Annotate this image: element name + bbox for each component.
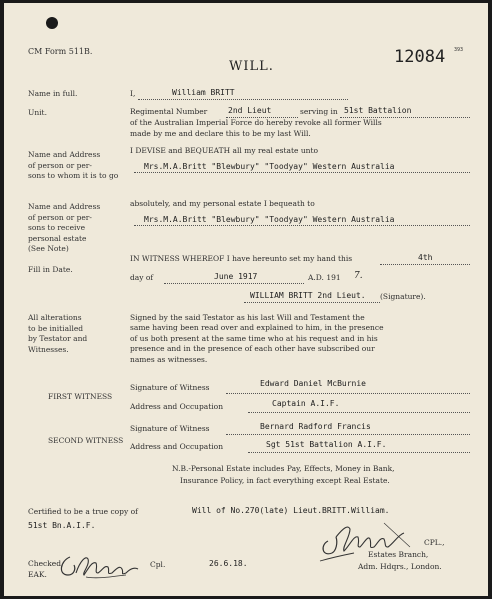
nb-note-line-2: Insurance Policy, in fact everything except Real Estate. <box>180 476 390 485</box>
label-second-witness: SECOND WITNESS <box>48 436 124 445</box>
certified-unit: 51st Bn.A.I.F. <box>28 521 96 530</box>
checked-by-initials: EAK. <box>28 570 47 579</box>
label-devise: Name and Address of person or per- sons to whom it is to go <box>28 150 119 180</box>
w1-address-label: Address and Occupation <box>130 402 224 411</box>
bequeath-text: absolutely, and my personal estate I bequeath to <box>130 199 315 208</box>
unit-serving-label: serving in <box>300 107 338 116</box>
document-number-superscript: 393 <box>454 47 464 53</box>
unit-regimental-label: Regimental Number <box>130 107 208 116</box>
label-bequeath: Name and Address of person or per- sons to receive personal estate (See Note) <box>28 202 101 253</box>
checked-rank: Cpl. <box>150 560 166 569</box>
document-number: 12084 <box>394 47 446 67</box>
ad-label: A.D. 191 <box>308 273 341 282</box>
w2-name: Bernard Radford Francis <box>260 422 371 431</box>
w2-address-label: Address and Occupation <box>130 442 224 451</box>
unit-line-2: of the Australian Imperial Force do hereby revoke all former Wills <box>130 118 382 127</box>
witness-whereof-text: IN WITNESS WHEREOF I have hereunto set my hand this <box>130 254 353 263</box>
battalion: 51st Battalion <box>344 106 412 115</box>
w1-name: Edward Daniel McBurnie <box>260 379 366 388</box>
testator-signature-typed: WILLIAM BRITT 2nd Lieut. <box>250 291 366 300</box>
w2-occupation: Sgt 51st Battalion A.I.F. <box>266 440 387 449</box>
day-of-label: day of <box>130 273 154 282</box>
month-year: June 1917 <box>214 272 258 281</box>
label-first-witness: FIRST WITNESS <box>48 392 113 401</box>
w1-signature-label: Signature of Witness <box>130 383 210 392</box>
year-suffix: 7. <box>354 271 363 281</box>
attestation-clause: Signed by the said Testator as his last Will and Testament the same having been read over and explained to him, in the presence of us both present at the same time who at his request and in his presence and in the presence of each other have subscribed our names as witnesses. <box>130 313 384 364</box>
checked-date: 26.6.18. <box>209 559 248 568</box>
label-fill-in-date: Fill in Date. <box>28 265 73 274</box>
checker-signature <box>56 551 146 585</box>
unit-line-3: made by me and declare this to be my last Will. <box>130 129 311 138</box>
label-name-in-full: Name in full. <box>28 89 78 98</box>
day-value: 4th <box>418 253 433 262</box>
bequeath-beneficiary: Mrs.M.A.Britt "Blewbury" "Toodyay" Western Australia <box>144 215 395 224</box>
testator-name: William BRITT <box>172 88 235 97</box>
checked-label: Checked <box>28 559 61 568</box>
name-prefix: I, <box>130 89 136 98</box>
nb-note-line-1: N.B.-Personal Estate includes Pay, Effects, Money in Bank, <box>172 464 395 473</box>
label-unit: Unit. <box>28 108 47 117</box>
signature-label: (Signature). <box>380 292 426 301</box>
document-title: WILL. <box>229 59 274 74</box>
regimental-number: 2nd Lieut <box>228 106 272 115</box>
estates-branch: Estates Branch, <box>368 550 429 559</box>
estates-address: Adm. Hdqrs., London. <box>358 562 442 571</box>
devise-text: I DEVISE and BEQUEATH all my real estate unto <box>130 146 319 155</box>
will-document <box>4 3 488 596</box>
certified-will-of: Will of No.270(late) Lieut.BRITT.William. <box>192 506 390 515</box>
label-alterations: All alterations to be initialled by Testator and Witnesses. <box>28 313 88 354</box>
form-number: CM Form 511B. <box>28 47 93 56</box>
w2-signature-label: Signature of Witness <box>130 424 210 433</box>
w1-occupation: Captain A.I.F. <box>272 399 340 408</box>
devise-beneficiary: Mrs.M.A.Britt "Blewbury" "Toodyay" Western Australia <box>144 162 395 171</box>
punch-hole <box>46 17 58 29</box>
certified-label: Certified to be a true copy of <box>28 507 138 516</box>
estates-rank: CPL., <box>424 538 445 547</box>
